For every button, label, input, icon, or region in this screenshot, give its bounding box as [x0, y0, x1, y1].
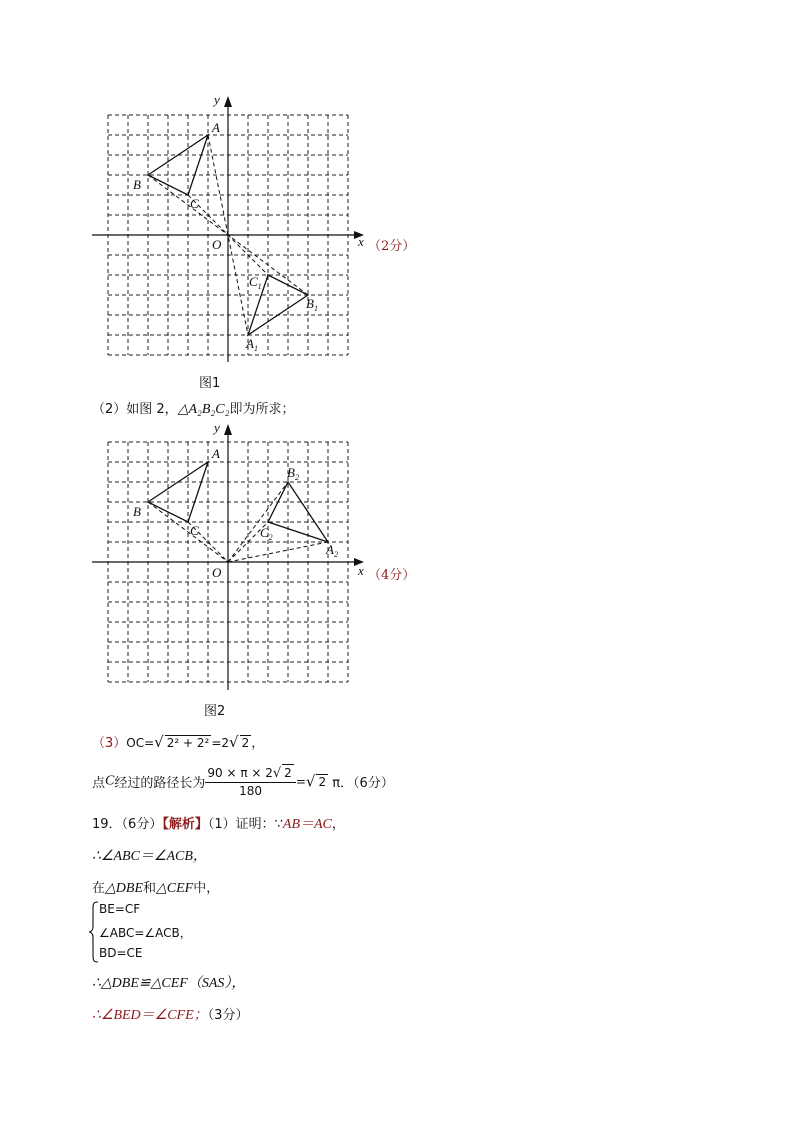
q19-line-triangles: 在△DBE和△CEF中，	[92, 881, 220, 896]
triangle-ABC	[148, 135, 208, 195]
q19-header: 19．（6分）【解析】（1）证明：∵AB＝AC，	[92, 817, 345, 832]
figure-1-score: （2分）	[368, 239, 416, 254]
point-label-B1: $B_1$	[306, 296, 318, 313]
point-label-B: B	[133, 177, 141, 192]
point-label-A: A	[212, 120, 220, 135]
point-label-C1: $C_1$	[249, 274, 262, 291]
y-axis-label: y	[214, 92, 220, 107]
part-2-statement: （2）如图 2，△A₂B₂C₂即为所求；	[92, 402, 295, 417]
origin-label: O	[212, 565, 222, 580]
triangle-A2B2C2	[268, 482, 328, 542]
system-line-1: BE=CF	[99, 902, 141, 916]
figure-2-caption: 图2	[204, 704, 226, 719]
x-axis-label: x	[358, 563, 364, 578]
point-label-C: C	[190, 196, 199, 211]
part-3-oc-line: （3）OC=√ 2² + 2² =2√ 2 ，	[92, 733, 265, 751]
y-axis-arrow	[224, 424, 232, 435]
part-3-path-length: 点C经过的路径长为 $\frac{90 \times \pi \times 2√ 2}{180}$ =√ 2 π．（6分）	[92, 766, 394, 798]
y-axis-arrow	[224, 96, 232, 107]
q19-congruence: ∴△DBE≌△CEF（SAS），	[92, 976, 246, 991]
point-label-B2: $B_2$	[287, 465, 299, 482]
arc-length-fraction: $\frac{90 \times \pi \times 2√ 2}{180}$	[205, 764, 295, 799]
figure-1-caption: 图1	[199, 376, 221, 391]
system-line-2: ∠ABC=∠ACB，	[99, 926, 192, 940]
q19-line-angles: ∴∠ABC＝∠ACB，	[92, 849, 207, 864]
point-label-B: B	[133, 504, 141, 519]
axes	[92, 100, 360, 362]
axes	[92, 428, 360, 690]
system-line-3: BD=CE	[99, 946, 143, 960]
point-label-C2: $C_2$	[260, 525, 273, 542]
point-label-A: A	[212, 446, 220, 461]
figure-2	[80, 420, 440, 700]
figure-2-score: （4分）	[368, 568, 416, 583]
point-label-A2: $A_2$	[326, 542, 338, 559]
point-label-A1: $A_1$	[246, 336, 258, 353]
y-axis-label: y	[214, 420, 220, 435]
origin-label: O	[212, 237, 222, 252]
x-axis-label: x	[358, 234, 364, 249]
q19-conclusion: ∴∠BED＝∠CFE；（3分）	[92, 1008, 249, 1023]
point-label-C: C	[190, 523, 199, 538]
triangle-ABC	[148, 462, 208, 522]
